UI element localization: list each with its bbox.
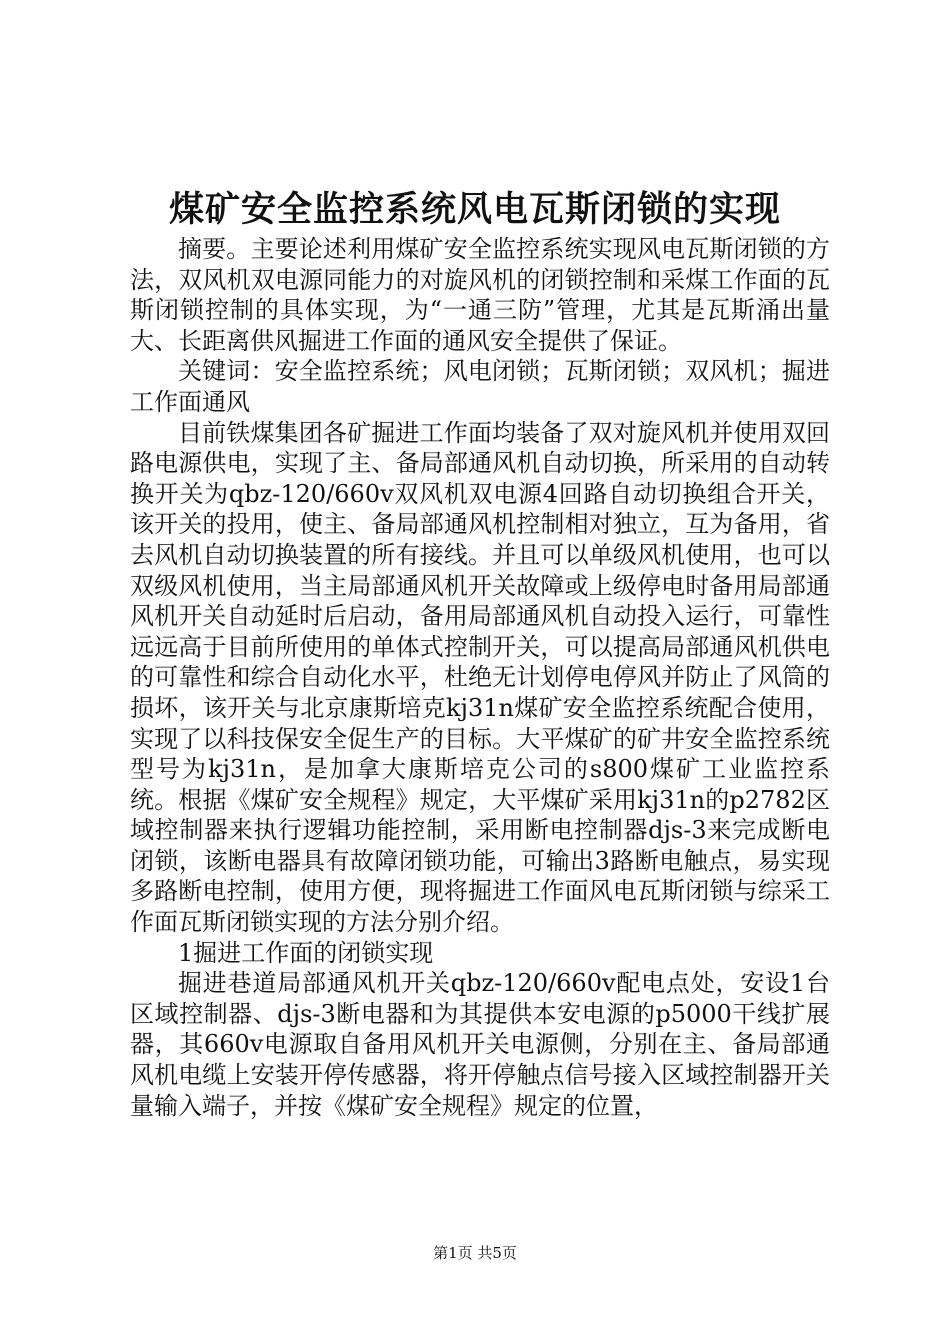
body-paragraph: 掘进巷道局部通风机开关qbz-120/660v配电点处，安设1台区域控制器、djs-3断电器和为其提供本安电源的p5000干线扩展器，其660v电源取自备用风机开关电源侧，分别在主、备局部通风机电缆上安装开停传感器，将开停触点信号接入区域控制器开关量输入端子，并按《煤矿安全规程》规定的位置， [130, 969, 830, 1120]
document-body [130, 234, 830, 1121]
keywords-paragraph: 关键词：安全监控系统；风电闭锁；瓦斯闭锁；双风机；掘进工作面通风 [130, 357, 830, 416]
document-title: 煤矿安全监控系统风电瓦斯闭锁的实现 [168, 189, 781, 230]
abstract-paragraph: 摘要。主要论述利用煤矿安全监控系统实现风电瓦斯闭锁的方法，双风机双电源同能力的对旋风机的闭锁控制和采煤工作面的瓦斯闭锁控制的具体实现，为“一通三防”管理，尤其是瓦斯涌出量大、长距离供风掘进工作面的通风安全提供了保证。 [130, 235, 830, 355]
body-paragraph: 目前铁煤集团各矿掘进工作面均装备了双对旋风机并使用双回路电源供电，实现了主、备局部通风机自动切换，所采用的自动转换开关为qbz-120/660v双风机双电源4回路自动切换组合开关，该开关的投用，使主、备局部通风机控制相对独立，互为备用，省去风机自动切换装置的所有接线。并且可以单级风机使用，也可以双级风机使用，当主局部通风机开关故障或上级停电时备用局部通风机开关自动延时后启动，备用局部通风机自动投入运行，可靠性远远高于目前所使用的单体式控制开关，可以提高局部通风机供电的可靠性和综合自动化水平，杜绝无计划停电停风并防止了风筒的损坏，该开关与北京康斯培克kj31n煤矿安全监控系统配合使用，实现了以科技保安全促生产的目标。大平煤矿的矿井安全监控系统型号为kj31n，是加拿大康斯培克公司的s800煤矿工业监控系统。根据《煤矿安全规程》规定，大平煤矿采用kj31n的p2782区域控制器来执行逻辑功能控制，采用断电控制器djs-3来完成断电闭锁，该断电器具有故障闭锁功能，可输出3路断电触点，易实现多路断电控制，使用方便，现将掘进工作面风电瓦斯闭锁与综采工作面瓦斯闭锁实现的方法分别介绍。 [130, 418, 830, 937]
page-footer: 第1页 共5页 [433, 1244, 517, 1262]
section-heading: 1掘进工作面的闭锁实现 [178, 938, 434, 967]
